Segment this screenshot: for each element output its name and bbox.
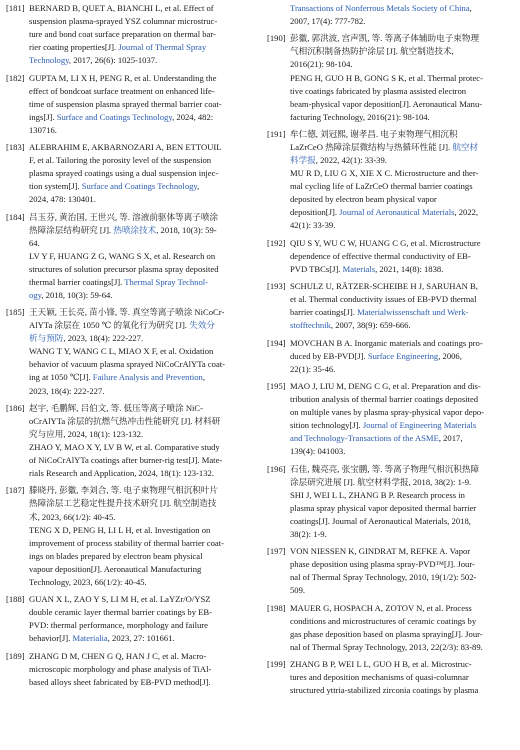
reference-text: TENG X D, PENG H, LI L H, et al. Investigation on: [29, 524, 211, 535]
reference-number: [198]: [267, 602, 286, 613]
reference-line: [290, 502, 514, 515]
reference-entry: [6, 72, 253, 137]
journal-link[interactable]: Failure Analysis and Prevention: [92, 372, 203, 383]
reference-line: [290, 293, 514, 306]
reference-line: [29, 454, 253, 467]
reference-text: Technology, 2023, 66(1/2): 40-45.: [29, 576, 147, 587]
reference-line: [29, 85, 253, 98]
reference-line: [290, 602, 514, 615]
reference-line: [290, 32, 514, 45]
reference-line: [290, 558, 514, 571]
reference-entry: [6, 593, 253, 645]
reference-line: [290, 237, 514, 250]
reference-number: [186]: [6, 402, 25, 413]
reference-text: 赵宇, 毛鹏辉, 吕伯文, 等. 低压等离子喷涂 NiC-: [29, 402, 204, 413]
reference-line: [290, 58, 514, 71]
journal-link[interactable]: 热喷涂技术: [113, 224, 157, 235]
journal-link[interactable]: Journal of Engineering Materials: [362, 420, 477, 431]
reference-text: duced by EB-PVD[J].: [290, 350, 368, 361]
reference-text: , 2022,: [454, 207, 479, 218]
reference-line: [290, 141, 514, 154]
reference-text: plasma spray physical vapor deposited thermal barrier: [290, 502, 477, 513]
reference-text: tive coatings fabricated by plasma assisted electron: [290, 85, 467, 96]
reference-text: 2007, 17(4): 777-782.: [290, 16, 366, 27]
journal-link[interactable]: Surface and Coatings Technology: [81, 181, 198, 192]
reference-line: [29, 550, 253, 563]
reference-line: [29, 28, 253, 41]
reference-text: mal cycling life of LaZrCeO thermal barrier coatings: [290, 181, 473, 192]
reference-text: vapour deposition[J]. Aeronautical Manufacturing: [29, 563, 202, 574]
reference-column-left: [6, 0, 253, 689]
reference-text: QIU S Y, WU C W, HUANG C G, et al. Microstructure: [290, 237, 481, 248]
reference-line: [29, 41, 253, 54]
reference-entry: [6, 141, 253, 206]
reference-line: [290, 280, 514, 293]
reference-line: [29, 497, 253, 510]
reference-text: ,: [469, 3, 472, 13]
reference-text: 509.: [290, 585, 306, 596]
reference-text: time of suspension plasma sprayed thermal barrier coat-: [29, 98, 222, 109]
reference-line: [290, 350, 514, 363]
reference-text: rier coating properties[J].: [29, 42, 119, 53]
reference-line: [290, 528, 514, 541]
journal-link[interactable]: Journal of Thermal Spray: [118, 42, 207, 53]
reference-line: [29, 167, 253, 180]
reference-line: [29, 193, 253, 206]
reference-entry: [267, 602, 514, 654]
reference-text: 22(1): 35-46.: [290, 363, 336, 374]
journal-link[interactable]: and Technology-Transactions of the ASME: [290, 433, 439, 444]
reference-entry: [6, 484, 253, 588]
reference-line: [290, 2, 514, 15]
reference-line: [290, 463, 514, 476]
reference-text: 139(4): 041003.: [290, 446, 346, 457]
reference-text: facturing Technology, 2016(21): 98-104.: [290, 111, 430, 122]
reference-line: [290, 45, 514, 58]
reference-text: 吕玉芬, 黄治国, 王世兴, 等. 溶液前驱体等离子喷涂: [29, 211, 219, 222]
reference-line: [29, 250, 253, 263]
reference-line: [290, 489, 514, 502]
reference-entry: [267, 658, 514, 697]
reference-text: 2016(21): 98-104.: [290, 59, 353, 70]
reference-line: [290, 545, 514, 558]
journal-link[interactable]: 料学报: [290, 155, 316, 166]
reference-line: [290, 615, 514, 628]
reference-line: [29, 319, 253, 332]
reference-text: effect of bondcoat surface treatment on enhanced life-: [29, 85, 215, 96]
reference-line: [29, 415, 253, 428]
reference-line: [29, 2, 253, 15]
reference-text: ing at 1050 ℃[J].: [29, 372, 93, 383]
reference-entry: [267, 545, 514, 597]
reference-entry: [267, 32, 514, 123]
reference-line: [29, 306, 253, 319]
reference-line: [290, 319, 514, 332]
reference-text: F, et al. Tailoring the porosity level of the suspension: [29, 155, 212, 166]
reference-text: 2024, 478: 130401.: [29, 194, 96, 205]
reference-line: [290, 180, 514, 193]
reference-line: [29, 650, 253, 663]
journal-link[interactable]: Transactions of Nonferrous Metals Society of China: [290, 3, 470, 13]
reference-text: behavior of vacuum plasma sprayed NiCoCrAlYTa coat-: [29, 359, 226, 370]
reference-entry: [267, 280, 514, 332]
reference-text: behavior[J].: [29, 633, 73, 644]
reference-text: phase deposition using plasma spray-PVD™[J]. Jour-: [290, 559, 475, 570]
reference-entry: [267, 337, 514, 376]
reference-text: 究与应用, 2024, 18(1): 123-132.: [29, 428, 144, 439]
reference-line: [290, 658, 514, 671]
reference-line: [290, 419, 514, 432]
reference-line: [29, 576, 253, 589]
reference-line: [29, 676, 253, 689]
reference-text: improvement of process stability of thermal barrier coat-: [29, 537, 224, 548]
reference-entry: [6, 2, 253, 67]
journal-link[interactable]: Thermal Spray Technol-: [124, 276, 209, 287]
reference-line: [290, 571, 514, 584]
reference-text: 术, 2023, 66(1/2): 40-45.: [29, 511, 116, 522]
journal-link[interactable]: Materialia: [72, 633, 108, 644]
reference-text: ZHANG D M, CHEN G Q, HAN J C, et al. Macro-: [29, 650, 207, 661]
reference-text: 64.: [29, 237, 40, 248]
reference-text: coatings[J]. Journal of Aeronautical Materials, 2018,: [290, 515, 471, 526]
reference-text: , 2022, 42(1): 33-39.: [315, 155, 387, 166]
reference-line: [29, 15, 253, 28]
reference-text: deposition[J].: [290, 207, 340, 218]
reference-line: [290, 337, 514, 350]
reference-line: [29, 467, 253, 480]
reference-text: based alloys sheet fabricated by EB-PVD method[J].: [29, 676, 211, 687]
reference-text: nal of Thermal Spray Technology, 2013, 22(2/3): 83-89.: [290, 641, 483, 652]
reference-text: PVD: thermal performance, morphology and failure: [29, 620, 208, 631]
reference-text: 气相沉积制备热防护涂层 [J]. 航空制造技术,: [290, 46, 454, 57]
reference-text: 彭徽, 郭洪波, 宫声凯, 等. 等离子体辅助电子束物理: [290, 33, 480, 44]
reference-text: , 2018, 10(3): 59-: [156, 224, 217, 235]
reference-text: on multiple vanes by plasma spray-physical vapor depo-: [290, 407, 485, 418]
reference-line: [29, 632, 253, 645]
reference-text: , 2018, 10(3): 59-64.: [41, 289, 113, 300]
reference-line: [29, 332, 253, 345]
reference-line: [29, 54, 253, 67]
reference-line: [29, 563, 253, 576]
reference-text: , 2023, 18(4): 222-227.: [63, 333, 144, 344]
reference-text: et al. Thermal conductivity issues of EB-PVD thermal: [290, 294, 477, 305]
reference-text: 130716.: [29, 124, 57, 135]
reference-text: deposited by electron beam physical vapor: [290, 194, 437, 205]
reference-text: gas phase deposition based on plasma spraying[J]. Jour-: [290, 628, 483, 639]
reference-text: PENG H, GUO H B, GONG S K, et al. Thermal protec-: [290, 72, 483, 83]
reference-line: [29, 72, 253, 85]
reference-entry: [267, 463, 514, 541]
reference-line: [290, 111, 514, 124]
journal-link[interactable]: Journal of Aeronautical Materials: [339, 207, 455, 218]
reference-line: [290, 154, 514, 167]
reference-text: MAUER G, HOSPACH A, ZOTOV N, et al. Process: [290, 602, 472, 613]
reference-number: [194]: [267, 337, 286, 348]
reference-text: , 2017,: [438, 433, 463, 444]
reference-line: [290, 671, 514, 684]
reference-line: [29, 511, 253, 524]
reference-line: [29, 371, 253, 384]
reference-text: barrier coatings[J].: [290, 307, 358, 318]
journal-link[interactable]: stofftechnik: [290, 320, 331, 331]
reference-text: structured yttria-stabilized zirconia coatings by plasma: [290, 685, 479, 696]
reference-line: [290, 684, 514, 697]
journal-link[interactable]: Technology: [29, 55, 69, 66]
reference-text: tion system[J].: [29, 181, 82, 192]
reference-text: GUAN X L, ZAO Y S, LI M H, et al. LaYZr/O/YSZ: [29, 594, 211, 605]
reference-line: [29, 124, 253, 137]
reference-line: [290, 628, 514, 641]
journal-link[interactable]: Materialwissenschaft und Werk-: [357, 307, 469, 318]
reference-text: PVD TBCs[J].: [290, 263, 343, 274]
reference-line: [290, 306, 514, 319]
reference-line: [29, 358, 253, 371]
reference-line: [290, 250, 514, 263]
reference-entry: [6, 211, 253, 302]
reference-text: plasma sprayed coatings using a dual suspension injec-: [29, 168, 219, 179]
reference-line: [29, 441, 253, 454]
reference-text: microscopic morphology and phase analysis of TiAl-: [29, 663, 212, 674]
reference-number: [191]: [267, 129, 286, 140]
reference-line: [290, 98, 514, 111]
reference-entry: [6, 402, 253, 480]
reference-text: of NiCoCrAlYTa coatings after burner-rig test[J]. Mate-: [29, 455, 223, 466]
reference-text: oCrAlYTa 涂层的抗燃气热冲击性能研究 [J]. 材料研: [29, 415, 221, 426]
reference-number: [183]: [6, 142, 25, 153]
reference-line: [290, 476, 514, 489]
reference-text: 滕晓丹, 彭徽, 李刘合, 等. 电子束物理气相沉积叶片: [29, 485, 219, 496]
reference-text: 38(2): 1-9.: [290, 528, 327, 539]
reference-line: [290, 393, 514, 406]
reference-entry: [267, 237, 514, 276]
reference-text: 涂层研究进展 [J]. 航空材料学报, 2018, 38(2): 1-9.: [290, 476, 472, 487]
reference-line: [290, 15, 514, 28]
reference-line: [29, 593, 253, 606]
reference-line: [290, 206, 514, 219]
reference-text: 2023, 18(4): 222-227.: [29, 385, 105, 396]
reference-line: [290, 193, 514, 206]
reference-line: [29, 180, 253, 193]
reference-text: double ceramic layer thermal barrier coatings by EB-: [29, 607, 213, 618]
reference-line: [29, 537, 253, 550]
reference-line: [29, 402, 253, 415]
reference-number: [187]: [6, 485, 25, 496]
reference-entry: [6, 650, 253, 689]
reference-text: MAO J, LIU M, DENG C G, et al. Preparation and dis-: [290, 381, 481, 392]
reference-text: ,: [197, 181, 200, 192]
reference-text: ings[J].: [29, 111, 57, 122]
reference-number: [193]: [267, 281, 286, 292]
reference-text: LV Y F, HUANG Z G, WANG S X, et al. Research on: [29, 250, 216, 261]
reference-text: AlYTa 涂层在 1050 ℃ 的氧化行为研究 [J].: [29, 320, 190, 331]
reference-text: ture and bond coat surface preparation on thermal bar-: [29, 29, 216, 40]
reference-number: [197]: [267, 546, 286, 557]
reference-text: nal of Thermal Spray Technology, 2010, 19(1/2): 502-: [290, 572, 477, 583]
reference-text: WANG T Y, WANG C L, MIAO X F, et al. Oxidation: [29, 346, 214, 357]
reference-text: ZHAO Y, MAO X Y, LV B W, et al. Comparative study: [29, 441, 220, 452]
reference-line: [29, 111, 253, 124]
reference-entry: [267, 128, 514, 232]
reference-text: ALEBRAHIM E, AKBARNOZARI A, BEN ETTOUIL: [29, 142, 222, 153]
reference-text: 热障涂层结构研究 [J].: [29, 224, 114, 235]
reference-number: [190]: [267, 33, 286, 44]
reference-line: [290, 641, 514, 654]
reference-line: [29, 289, 253, 302]
reference-text: 42(1): 33-39.: [290, 220, 336, 231]
reference-line: [29, 524, 253, 537]
reference-entry: [6, 306, 253, 397]
reference-line: [29, 263, 253, 276]
reference-line: [290, 167, 514, 180]
reference-text: rials Research and Application, 2024, 18(1): 123-132.: [29, 468, 214, 479]
reference-text: MU R D, LIU G X, XIE X C. Microstructure and ther-: [290, 168, 479, 179]
reference-line: [29, 224, 253, 237]
reference-number: [182]: [6, 72, 25, 83]
reference-line: [290, 85, 514, 98]
reference-number: [185]: [6, 307, 25, 318]
reference-line: [29, 237, 253, 250]
reference-line: [290, 406, 514, 419]
reference-text: 石佳, 魏亮亮, 张宝鹏, 等. 等离子物理气相沉积热障: [290, 463, 480, 474]
reference-line: [29, 606, 253, 619]
reference-line: [290, 432, 514, 445]
reference-line: [29, 619, 253, 632]
reference-line: [29, 154, 253, 167]
reference-text: 王天颖, 王长亮, 苗小锋, 等. 真空等离子喷涂 NiCoCr-: [29, 307, 225, 318]
journal-link[interactable]: Surface and Coatings Technology: [56, 111, 173, 122]
reference-text: beam-physical vapor deposition[J]. Aeronautical Manu-: [290, 98, 483, 109]
journal-link[interactable]: Surface Engineering: [367, 350, 439, 361]
reference-number: [192]: [267, 237, 286, 248]
reference-number: [184]: [6, 211, 25, 222]
journal-link[interactable]: 航空材: [452, 142, 479, 153]
journal-link[interactable]: 析与预防: [29, 333, 64, 344]
reference-text: ,: [202, 372, 205, 383]
reference-number: [199]: [267, 659, 286, 670]
reference-text: SHI J, WEI L L, ZHANG B P. Research process in: [290, 489, 465, 500]
reference-text: , 2021, 14(8): 1838.: [375, 263, 444, 274]
reference-text: structures of solution precursor plasma spray deposited: [29, 263, 219, 274]
reference-text: ZHANG B P, WEI L L, GUO H B, et al. Microstruc-: [290, 659, 472, 670]
reference-line: [290, 128, 514, 141]
reference-line: [290, 219, 514, 232]
reference-text: , 2023, 27: 101661.: [107, 633, 175, 644]
reference-line: [29, 428, 253, 441]
reference-line: [290, 363, 514, 376]
reference-line: [290, 263, 514, 276]
reference-text: VON NIESSEN K, GINDRAT M, REFKE A. Vapor: [290, 546, 471, 557]
reference-line: [29, 276, 253, 289]
reference-text: 牟仁德, 刘冠熙, 谢孝昌. 电子束物理气相沉积: [290, 129, 458, 140]
reference-line: [290, 380, 514, 393]
reference-line: [290, 72, 514, 85]
reference-line: [29, 141, 253, 154]
reference-number: [181]: [6, 3, 25, 13]
reference-text: ings on blades prepared by electron beam physical: [29, 550, 203, 561]
reference-line: [290, 584, 514, 597]
reference-text: MOVCHAN B A. Inorganic materials and coatings pro-: [290, 337, 483, 348]
reference-line: [29, 484, 253, 497]
reference-column-right: [267, 0, 514, 697]
reference-text: tures and deposition mechanisms of quasi-columnar: [290, 672, 469, 683]
reference-number: [189]: [6, 650, 25, 661]
reference-line: [290, 445, 514, 458]
reference-text: tribution analysis of thermal barrier coatings deposited: [290, 394, 479, 405]
reference-entry: [267, 2, 514, 28]
reference-text: , 2024, 482:: [172, 111, 214, 122]
reference-line: [29, 385, 253, 398]
reference-text: thermal barrier coatings[J].: [29, 276, 125, 287]
reference-line: [29, 345, 253, 358]
reference-text: , 2006,: [438, 350, 462, 361]
reference-text: , 2007, 38(9): 659-666.: [330, 320, 411, 331]
reference-text: suspension plasma-sprayed YSZ columnar microstruc-: [29, 16, 218, 27]
reference-number: [188]: [6, 594, 25, 605]
journal-link[interactable]: ogy: [29, 289, 42, 300]
reference-line: [29, 98, 253, 111]
reference-number: [196]: [267, 463, 286, 474]
reference-text: SCHULZ U, RÄTZER-SCHEIBE H J, SARUHAN B,: [290, 281, 478, 292]
reference-number: [195]: [267, 381, 286, 392]
reference-line: [29, 663, 253, 676]
reference-line: [290, 515, 514, 528]
reference-text: dependence of effective thermal conductivity of EB-: [290, 250, 471, 261]
reference-text: GUPTA M, LI X H, PENG R, et al. Understanding the: [29, 72, 217, 83]
reference-entry: [267, 380, 514, 458]
reference-text: 热障涂层工艺稳定性提升技术研究 [J]. 航空制造技: [29, 498, 217, 509]
reference-line: [29, 211, 253, 224]
reference-text: BERNARD B, QUET A, BIANCHI L, et al. Effect of: [29, 3, 214, 13]
reference-text: conditions and microstructures of ceramic coatings by: [290, 615, 477, 626]
journal-link[interactable]: Materials: [342, 263, 376, 274]
journal-link[interactable]: 失效分: [189, 320, 215, 331]
reference-text: sition technology[J].: [290, 420, 363, 431]
reference-text: , 2017, 26(6): 1025-1037.: [68, 55, 158, 66]
reference-text: LaZrCeO 热障涂层微结构与热循环性能 [J].: [290, 142, 453, 153]
